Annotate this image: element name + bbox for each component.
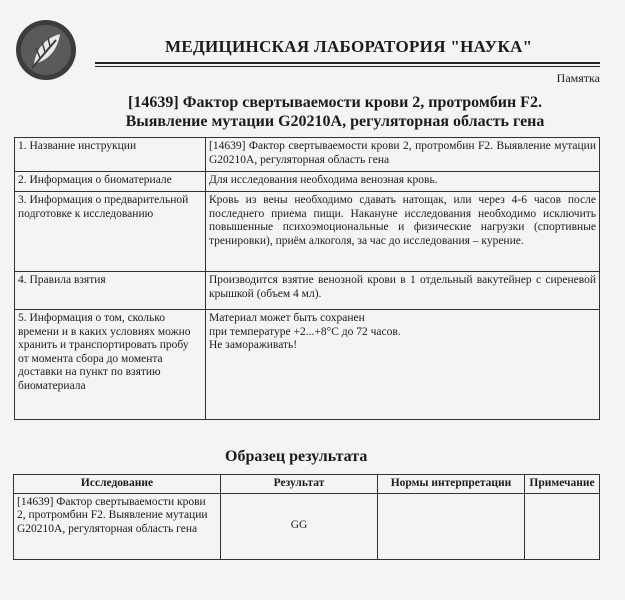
sample-result-title: Образец результата — [225, 448, 368, 465]
header-rule-thin — [95, 66, 600, 67]
table-row — [15, 272, 600, 310]
row-value — [206, 310, 600, 420]
table-row — [15, 192, 600, 272]
row-label: 4. Правила взятия — [15, 272, 206, 310]
row-label: 2. Информация о биоматериале — [15, 172, 206, 192]
result-test-name: [14639] Фактор свертываемости крови 2, протромбин F2. Выявление мутации G20210A, регуляторная область гена — [14, 493, 221, 559]
row-value: Кровь из вены необходимо сдавать натощак, или через 4-6 часов после последнего приема пищи. Накануне исследования необходимо исключить повышенные психоэмоциональные и физические нагрузки (спортивные тренировки), приём алкоголя, за час до исследования – курение. — [206, 192, 600, 272]
result-value: GG — [221, 493, 378, 559]
row-label: 1. Название инструкции — [15, 138, 206, 172]
instruction-table — [14, 137, 600, 420]
row-label: 5. Информация о том, сколько времени и в каких условиях можно хранить и транспортировать пробу от момента сбора до момента доставки на пункт по взятию биоматериала — [15, 310, 206, 420]
row-value: [14639] Фактор свертываемости крови 2, протромбин F2. Выявление мутации G20210A, регуляторная область гена — [206, 138, 600, 172]
header-rule — [95, 62, 600, 64]
sample-result-table — [13, 474, 600, 560]
col-header-test: Исследование — [14, 475, 221, 494]
row-value: Производится взятие венозной крови в 1 отдельный вакутейнер с сиреневой крышкой (объем 4 мл). — [206, 272, 600, 310]
lab-logo-icon — [14, 18, 78, 82]
row-value: Для исследования необходима венозная кровь. — [206, 172, 600, 192]
row-label: 3. Информация о предварительной подготовке к исследованию — [15, 192, 206, 272]
table-header-row — [14, 475, 600, 494]
result-norms — [378, 493, 525, 559]
table-row — [14, 493, 600, 559]
title-line-1: [14639] Фактор свертываемости крови 2, протромбин F2. — [128, 94, 542, 111]
col-header-result: Результат — [221, 475, 378, 494]
table-row — [15, 310, 600, 420]
doc-type: Памятка — [556, 71, 600, 85]
document-title — [70, 93, 600, 131]
result-note — [525, 493, 600, 559]
title-line-2: Выявление мутации G20210A, регуляторная область гена — [125, 113, 545, 130]
col-header-norms: Нормы интерпретации — [378, 475, 525, 494]
table-row — [15, 138, 600, 172]
storage-line: при температуре +2...+8°С до 72 часов. — [209, 325, 401, 338]
lab-name: МЕДИЦИНСКАЯ ЛАБОРАТОРИЯ "НАУКА" — [165, 37, 533, 56]
storage-line: Материал может быть сохранен — [209, 312, 365, 324]
storage-line: Не замораживать! — [209, 339, 298, 351]
col-header-note: Примечание — [525, 475, 600, 494]
table-row — [15, 172, 600, 192]
